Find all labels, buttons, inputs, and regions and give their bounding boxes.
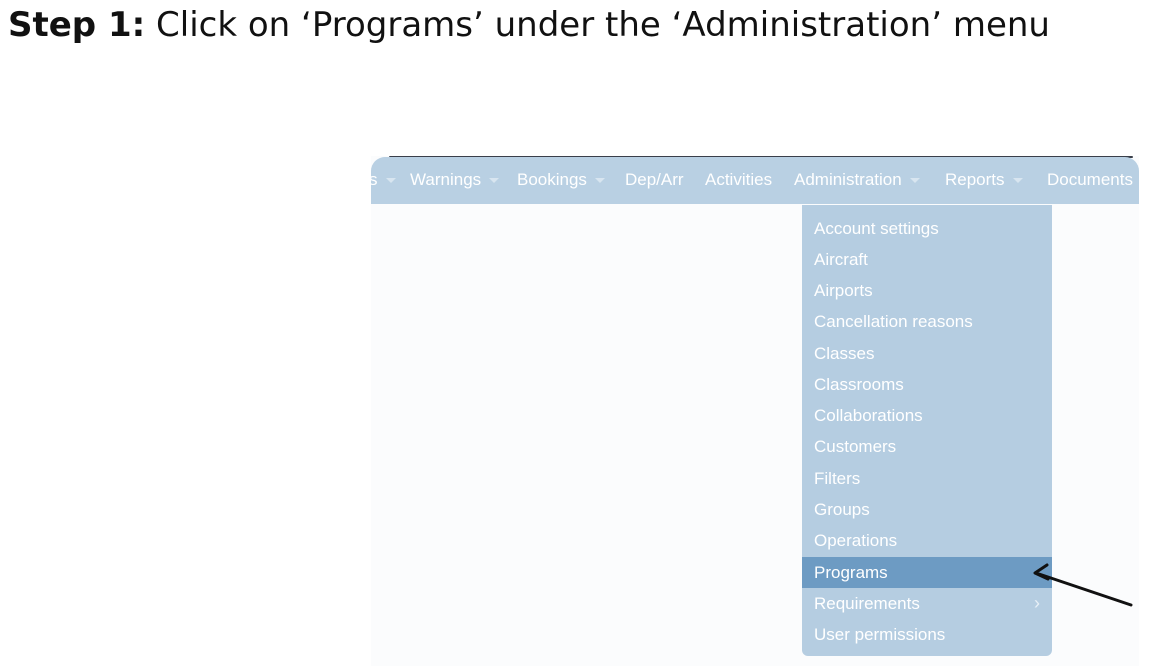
nav-item-documents-label: Documents [1047,170,1133,189]
menu-item-filters[interactable]: Filters [814,469,861,488]
chevron-right-icon: › [1034,593,1040,613]
menu-item-programs[interactable]: Programs [802,557,1052,588]
nav-item-bookings-label: Bookings [517,170,587,189]
nav-item-dep-arr-label: Dep/Arr [625,170,684,189]
chevron-down-icon [489,178,499,183]
nav-item-administration-label: Administration [794,170,902,189]
app-screenshot [371,156,1139,666]
nav-item-dep-arr[interactable] [625,170,684,190]
menu-item-groups[interactable]: Groups [814,500,870,519]
chevron-down-icon [1013,178,1023,183]
menu-item-requirements[interactable] [802,588,1052,619]
nav-item-warnings[interactable] [410,170,499,190]
nav-item-administration[interactable] [794,170,920,190]
nav-item-reports-label: Reports [945,170,1005,189]
administration-dropdown [802,205,1052,656]
menu-item-classes[interactable]: Classes [814,344,875,363]
nav-item-partial[interactable] [369,170,396,190]
step-text: Click on ‘Programs’ under the ‘Administration’ menu [145,5,1050,45]
menu-item-cancellation-reasons[interactable]: Cancellation reasons [814,312,973,331]
arrow-pointer-icon [1025,560,1135,610]
chevron-down-icon [595,178,605,183]
nav-item-activities-label: Activities [705,170,773,189]
step-label: Step 1: [8,5,146,45]
nav-item-documents[interactable] [1047,170,1133,190]
menu-item-airports[interactable]: Airports [814,281,873,300]
chevron-down-icon [910,178,920,183]
nav-item-warnings-label: Warnings [410,170,482,189]
menu-item-classrooms[interactable]: Classrooms [814,375,904,394]
nav-item-bookings[interactable] [517,170,605,190]
menu-item-account-settings[interactable]: Account settings [814,219,939,238]
nav-item-reports[interactable] [945,170,1023,190]
nav-item-partial-label: s [369,170,378,189]
main-navbar [371,157,1139,204]
menu-item-operations[interactable]: Operations [814,531,898,550]
nav-item-activities[interactable] [705,170,772,190]
menu-item-requirements-label: Requirements [814,594,920,613]
menu-item-aircraft[interactable]: Aircraft [814,250,868,269]
menu-item-user-permissions[interactable]: User permissions [814,625,946,644]
step-instruction [8,2,1050,52]
menu-item-collaborations[interactable]: Collaborations [814,406,923,425]
menu-item-customers[interactable]: Customers [814,437,897,456]
chevron-down-icon [386,178,396,183]
